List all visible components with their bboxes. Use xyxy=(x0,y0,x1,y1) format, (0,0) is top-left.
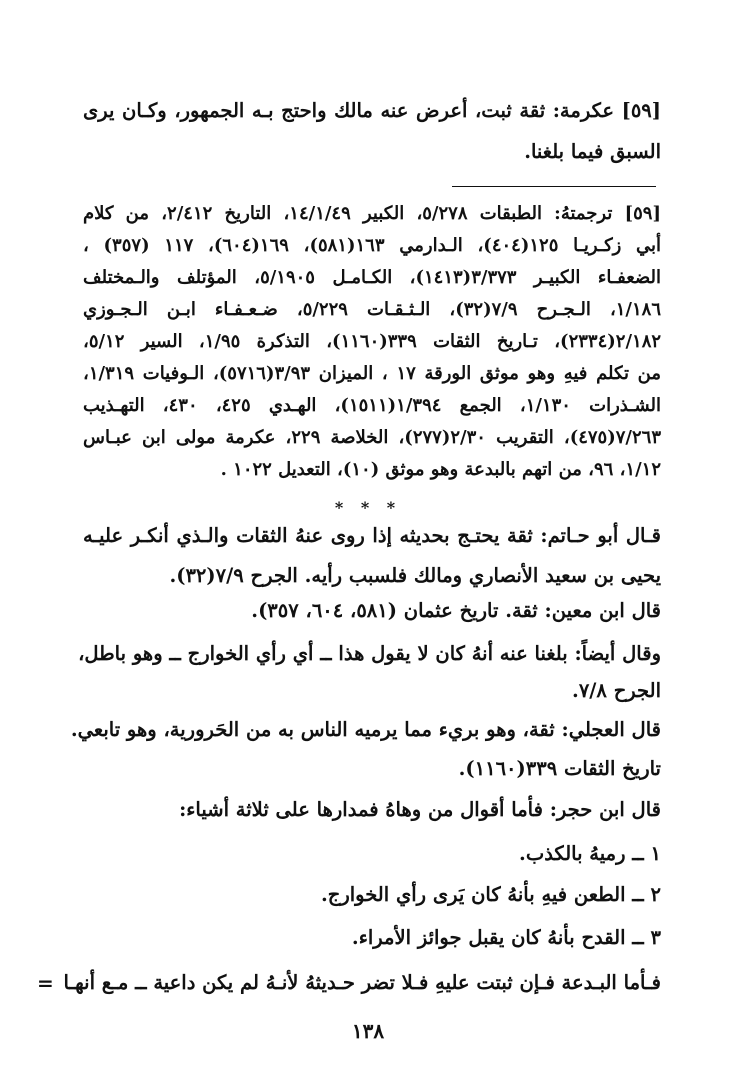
footnote-line-2: أبي زكـريـا ١٢٥(٤٠٤)، الـدارمي ١٦٣(٥٨١)، ١٦٩(٦٠٤)، ١١٧ (٣٥٧) ، xyxy=(83,235,662,256)
footnote-line-1: [٥٩] ترجمتهُ: الطبقات ٥/٢٧٨، الكبير ١٤/١/٤٩، التاريخ ٢/٤١٢، من كلام xyxy=(83,203,661,224)
footnote-divider xyxy=(452,186,656,187)
ibn-hajar-line: قال ابن حجر: فأما أقوال من وهاهُ فمدارها على ثلاثة أشياء: xyxy=(179,798,661,821)
also-line-1: وقال أيضاً: بلغنا عنه أنهُ كان لا يقول هذا ــ أي رأي الخوارج ــ وهو باطل، xyxy=(78,642,661,665)
footnote-line-3: الضعفـاء الكبيـر ٣/٣٧٣(١٤١٣)، الكـامـل ٥/١٩٠٥، المؤتلف والـمختلف xyxy=(83,267,662,288)
list-item-3: ٣ ــ القدح بأنهُ كان يقبل جوائز الأمراء. xyxy=(351,926,661,949)
footnote-line-8: ٧/٢٦٣(٤٧٥)، التقريب ٢/٣٠(٢٧٧)، الخلاصة ٢٢٩، عكرمة مولى ابن عبـاس xyxy=(83,427,662,448)
list-item-1: ١ ــ رميهُ بالكذب. xyxy=(519,842,661,865)
footnote-line-6: من تكلم فيهِ وهو موثق الورقة ١٧ ، الميزان ٣/٩٣(٥٧١٦)، الـوفيات ١/٣١٩، xyxy=(83,363,661,384)
entry-line-2: السبق فيما بلغنا. xyxy=(524,140,661,163)
abu-hatim-line-1: قـال أبو حـاتم: ثقة يحتـج بحديثه إذا روى عنهُ الثقات والـذي أنكـر عليـه xyxy=(83,524,661,547)
footnote-line-9: ١/١٢، ٩٦، من اتهم بالبدعة وهو موثق (١٠)، التعديل ١٠٢٢ . xyxy=(220,459,661,480)
footnote-line-7: الشـذرات ١/١٣٠، الجمع ١/٣٩٤(١٥١١)، الهـدي ٤٢٥، ٤٣٠، التهـذيب xyxy=(83,395,662,416)
ijli-line-1: قال العجلي: ثقة، وهو بريء مما يرميه الناس به من الحَرورية، وهو تابعي. xyxy=(70,718,661,741)
continuation-mark: = xyxy=(37,971,54,995)
abu-hatim-line-2: يحيى بن سعيد الأنصاري ومالك فلسبب رأيه. الجرح ٧/٩(٣٢). xyxy=(169,564,661,587)
page-number: ١٣٨ xyxy=(351,1019,385,1043)
ibn-maeen-line: قال ابن معين: ثقة. تاريخ عثمان (٥٨١، ٦٠٤، ٣٥٧). xyxy=(251,599,661,622)
ijli-line-2: تاريخ الثقات ٣٣٩(١١٦٠). xyxy=(458,757,661,780)
list-item-2: ٢ ــ الطعن فيهِ بأنهُ كان يَرى رأي الخوارج. xyxy=(320,883,661,906)
section-separator: * * * xyxy=(334,498,402,517)
also-line-2: الجرح ٧/٨. xyxy=(572,679,661,702)
last-line: فـأما البـدعة فـإن ثبتت عليهِ فـلا تضر حـديثهُ لأنـهُ لم يكن داعية ــ مـع أنهـا xyxy=(63,971,661,994)
footnote-line-5: ٢/١٨٢(٢٣٣٤)، تـاريخ الثقات ٣٣٩(١١٦٠)، التذكرة ١/٩٥، السير ٥/١٢، xyxy=(83,331,662,352)
footnote-line-4: ١/١٨٦، الـجـرح ٧/٩(٣٢)، الـثـقـات ٥/٢٢٩، ضـعـفـاء ابـن الـجـوزي xyxy=(83,299,662,320)
entry-line-1: [٥٩] عكرمة: ثقة ثبت، أعرض عنه مالك واحتج بـه الجمهور، وكـان يرى xyxy=(83,99,661,122)
